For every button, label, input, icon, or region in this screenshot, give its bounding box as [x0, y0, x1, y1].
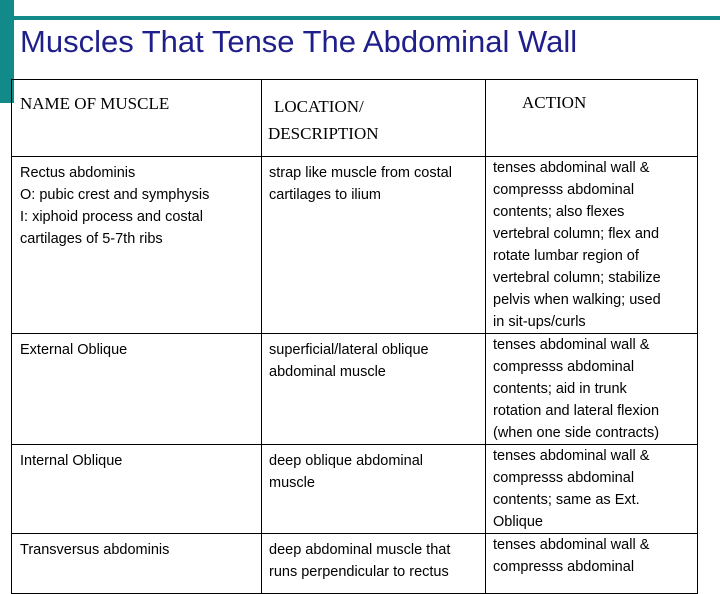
- action-text: in sit-ups/curls: [493, 314, 586, 330]
- muscle-origin: O: pubic crest and symphysis: [20, 187, 210, 203]
- muscle-insertion: I: xiphoid process and costal: [20, 209, 203, 225]
- action-text: rotation and lateral flexion: [493, 403, 660, 419]
- action-cell: [486, 445, 698, 534]
- action-text: (when one side contracts): [493, 425, 660, 441]
- location-text: deep abdominal muscle that: [269, 542, 451, 558]
- action-text: compresss abdominal: [493, 182, 635, 198]
- table-row: [12, 445, 698, 534]
- location-text: strap like muscle from costal: [269, 165, 452, 181]
- action-text: contents; also flexes: [493, 204, 625, 220]
- table-row: [12, 334, 698, 445]
- location-cell: [262, 445, 486, 534]
- action-text: contents; same as Ext.: [493, 492, 640, 508]
- muscle-name: Internal Oblique: [20, 453, 123, 469]
- muscle-name: Rectus abdominis: [20, 165, 136, 181]
- action-text: contents; aid in trunk: [493, 381, 627, 397]
- action-text: compresss abdominal: [493, 359, 635, 375]
- action-text: compresss abdominal: [493, 470, 635, 486]
- muscle-name: External Oblique: [20, 342, 128, 358]
- action-cell: [486, 157, 698, 334]
- muscle-name-cell: [12, 534, 262, 594]
- table-row: [12, 157, 698, 334]
- header-location: [262, 80, 486, 157]
- header-action: ACTION: [486, 80, 698, 157]
- muscle-name-cell: [12, 157, 262, 334]
- muscle-name-cell: [12, 445, 262, 534]
- action-text: tenses abdominal wall &: [493, 160, 650, 176]
- action-text: tenses abdominal wall &: [493, 448, 650, 464]
- action-text: Oblique: [493, 514, 543, 530]
- action-text: compresss abdominal: [493, 559, 635, 575]
- location-cell: [262, 334, 486, 445]
- action-text: pelvis when walking; used: [493, 292, 661, 308]
- location-text: muscle: [269, 475, 315, 491]
- location-text: runs perpendicular to rectus: [269, 564, 449, 580]
- muscle-name: Transversus abdominis: [20, 542, 170, 558]
- header-name: NAME OF MUSCLE: [12, 80, 262, 157]
- location-cell: [262, 534, 486, 594]
- slide-title: Muscles That Tense The Abdominal Wall: [20, 24, 578, 59]
- action-text: vertebral column; stabilize: [493, 270, 661, 286]
- muscle-name-cell: [12, 334, 262, 445]
- action-text: tenses abdominal wall &: [493, 337, 650, 353]
- action-text: rotate lumbar region of: [493, 248, 639, 264]
- muscle-insertion-cont: cartilages of 5-7th ribs: [20, 231, 163, 247]
- location-cell: [262, 157, 486, 334]
- action-text: tenses abdominal wall &: [493, 537, 650, 553]
- action-cell: [486, 534, 698, 594]
- location-text: cartilages to ilium: [269, 187, 382, 203]
- location-text: abdominal muscle: [269, 364, 386, 380]
- header-row: [12, 80, 698, 157]
- muscle-table: [11, 79, 698, 594]
- action-cell: [486, 334, 698, 445]
- action-text: vertebral column; flex and: [493, 226, 660, 242]
- location-text: deep oblique abdominal: [269, 453, 423, 469]
- location-text: superficial/lateral oblique: [269, 342, 429, 358]
- title-rule: [14, 16, 720, 20]
- table-row: [12, 534, 698, 594]
- header-location-line1: LOCATION/: [274, 97, 364, 116]
- header-location-line2: DESCRIPTION: [268, 124, 379, 143]
